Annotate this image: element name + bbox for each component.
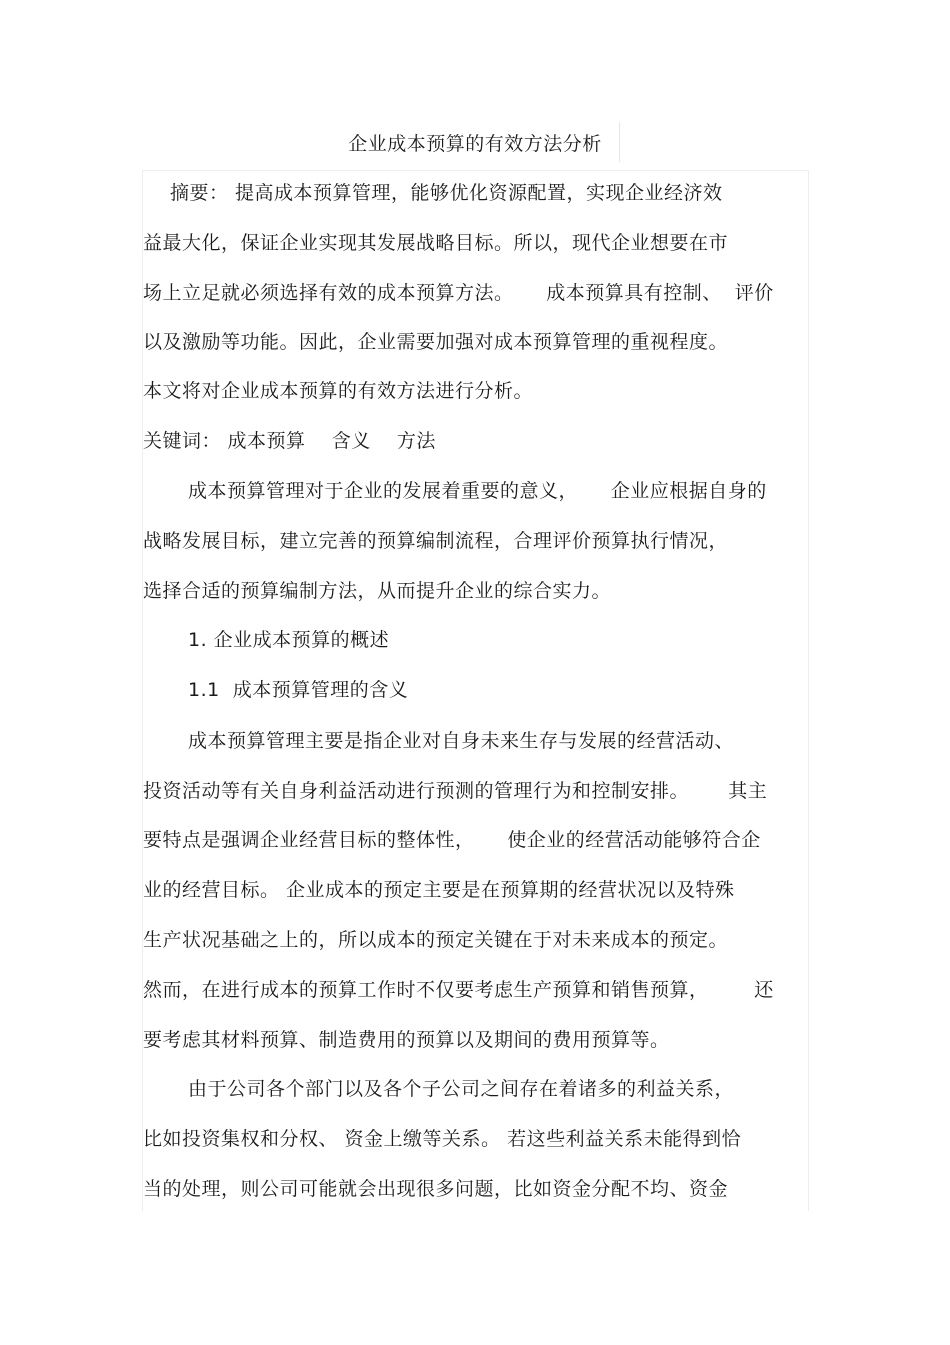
paragraph-line: 业的经营目标。 企业成本的预定主要是在预算期的经营状况以及特殊 xyxy=(143,879,735,901)
paragraph-line: 战略发展目标，建立完善的预算编制流程，合理评价预算执行情况， xyxy=(143,530,729,552)
paragraph-line: 投资活动等有关自身利益活动进行预测的管理行为和控制安排。 其主 xyxy=(143,780,768,802)
paragraph-line: 生产状况基础之上的，所以成本的预定关键在于对未来成本的预定。 xyxy=(143,929,729,951)
abstract-line-1: 摘要： 提高成本预算管理，能够优化资源配置，实现企业经济效 xyxy=(170,182,723,204)
paragraph-line: 要考虑其材料预算、制造费用的预算以及期间的费用预算等。 xyxy=(143,1029,670,1051)
paragraph-line: 成本预算管理主要是指企业对自身未来生存与发展的经营活动、 xyxy=(188,730,735,752)
paragraph-line: 当的处理，则公司可能就会出现很多问题，比如资金分配不均、资金 xyxy=(143,1178,729,1200)
paragraph-line: 由于公司各个部门以及各个子公司之间存在着诸多的利益关系， xyxy=(188,1078,735,1100)
abstract-line-4: 以及激励等功能。因此，企业需要加强对成本预算管理的重视程度。 xyxy=(143,331,729,353)
abstract-line-3: 场上立足就必须选择有效的成本预算方法。 成本预算具有控制、 评价 xyxy=(143,282,774,304)
paragraph-line: 然而，在进行成本的预算工作时不仅要考虑生产预算和销售预算， 还 xyxy=(143,979,774,1001)
document-title: 企业成本预算的有效方法分析 xyxy=(348,133,602,155)
keywords-line: 关键词： 成本预算 含义 方法 xyxy=(143,430,436,452)
paragraph-line: 要特点是强调企业经营目标的整体性， 使企业的经营活动能够符合企 xyxy=(143,829,761,851)
paragraph-line: 成本预算管理对于企业的发展着重要的意义， 企业应根据自身的 xyxy=(188,480,767,502)
paragraph-line: 选择合适的预算编制方法，从而提升企业的综合实力。 xyxy=(143,580,612,602)
paragraph-line: 比如投资集权和分权、 资金上缴等关系。 若这些利益关系未能得到恰 xyxy=(143,1128,742,1150)
section-heading-1: 1. 企业成本预算的概述 xyxy=(188,629,390,651)
section-heading-1-1: 1.1 成本预算管理的含义 xyxy=(188,679,409,701)
abstract-line-5: 本文将对企业成本预算的有效方法进行分析。 xyxy=(143,380,534,402)
abstract-line-2: 益最大化，保证企业实现其发展战略目标。所以，现代企业想要在市 xyxy=(143,232,729,254)
